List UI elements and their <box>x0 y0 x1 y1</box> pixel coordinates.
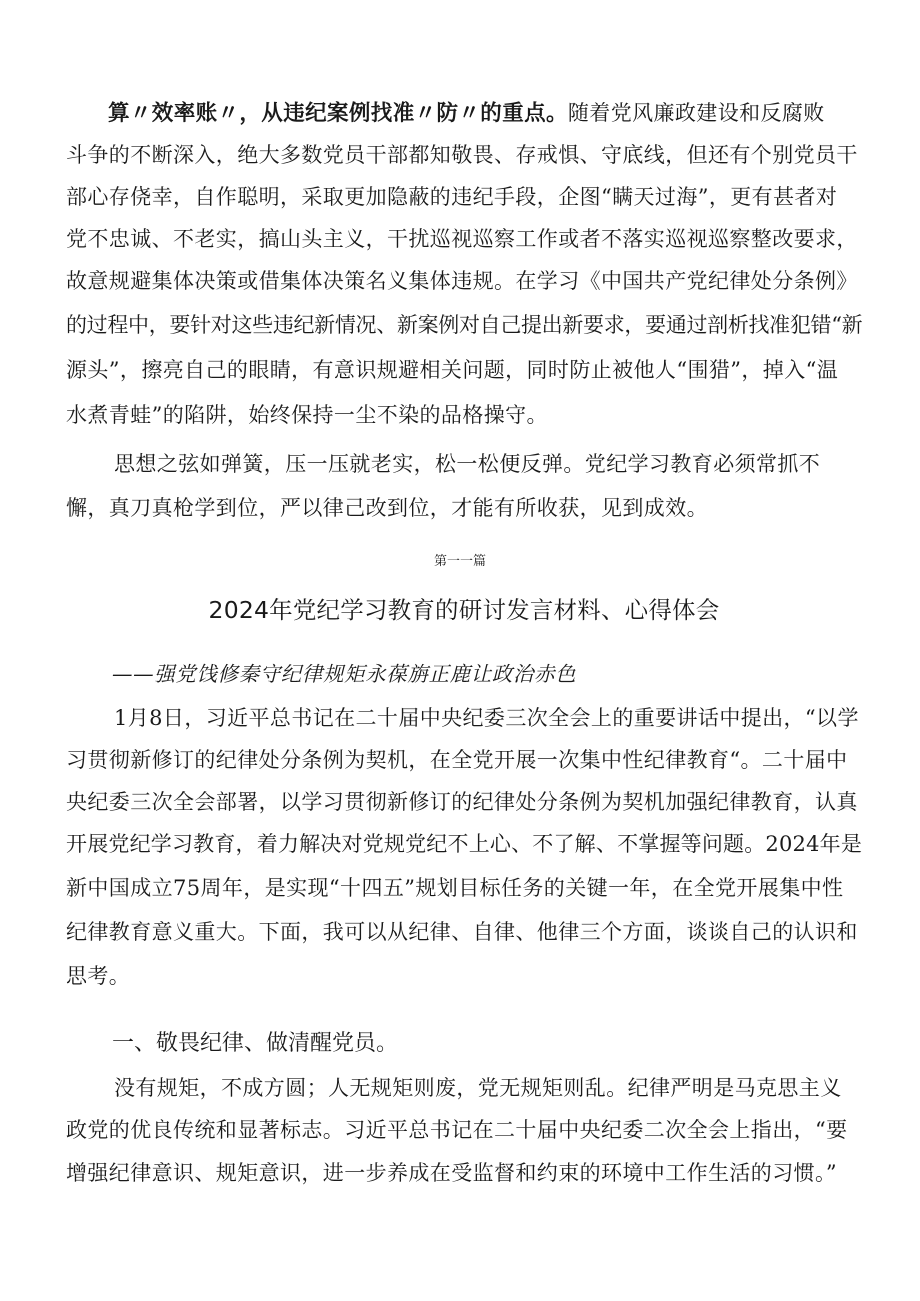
paragraph-line: 没有规矩，不成方圆；人无规矩则废，党无规矩则乱。纪律严明是马克思主义 <box>114 1076 842 1100</box>
paragraph-line: 党不忠诚、不老实，搞山头主义，干扰巡视巡察工作或者不落实巡视巡察整改要求， <box>66 227 858 251</box>
paragraph-line: 思想之弦如弹簧，压一压就老实，松一松便反弹。党纪学习教育必须常抓不 <box>114 452 821 476</box>
paragraph-line: 故意规避集体决策或借集体决策名义集体违规。在学习《中国共产党纪律处分条例》 <box>66 269 858 293</box>
bold-lead-sentence: 算〃效率账〃，从违纪案例找准〃防〃的重点。 <box>108 101 568 126</box>
paragraph-line: 部心存侥幸，自作聪明，采取更加隐蔽的违纪手段，企图“瞒天过海”，更有甚者对 <box>66 185 838 209</box>
paragraph-line: 源头”，擦亮自己的眼睛，有意识规避相关问题，同时防止被他人“围猎”，掉入“温 <box>66 358 839 382</box>
paragraph-line: 新中国成立75周年，是实现“十四五”规划目标任务的关键一年，在全党开展集中性 <box>66 876 844 900</box>
section-separator: 第一一篇 <box>433 554 486 569</box>
paragraph-line: 纪律教育意义重大。下面，我可以从纪律、自律、他律三个方面，谈谈自己的认识和 <box>66 920 858 944</box>
paragraph-line: 增强纪律意识、规矩意识，进一步养成在受监督和约束的环境中工作生活的习惯。” <box>66 1161 838 1185</box>
paragraph-line: 央纪委三次全会部署，以学习贯彻新修订的纪律处分条例为契机加强纪律教育，认真 <box>66 790 858 814</box>
paragraph-line: 1月8日，习近平总书记在二十届中央纪委三次全会上的重要讲话中提出，“以学 <box>114 706 859 730</box>
paragraph-line: 开展党纪学习教育，着力解决对党规党纪不上心、不了解、不掌握等问题。2024年是 <box>66 832 863 856</box>
paragraph-line: 水煮青蛙”的陷阱，始终保持一尘不染的品格操守。 <box>66 403 548 427</box>
paragraph-line <box>66 95 862 131</box>
article-subtitle: ——强党饯修秦守纪律规矩永葆旃正鹿让政治赤色 <box>112 662 577 686</box>
paragraph-line: 习贯彻新修订的纪律处分条例为契机，在全党开展一次集中性纪律教育“。二十届中 <box>66 748 848 772</box>
paragraph-line: 斗争的不断深入，绝大多数党员干部都知敬畏、存戒惧、守底线，但还有个别党员干 <box>66 143 858 167</box>
paragraph-line: 思考。 <box>66 964 131 988</box>
paragraph-text: 随着党风廉政建设和反腐败 <box>567 101 825 125</box>
article-title: 2024年党纪学习教育的研讨发言材料、心得体会 <box>208 596 720 624</box>
section-heading: 一、敬畏纪律、做清醒党员。 <box>112 1031 399 1056</box>
paragraph-line: 懈，真刀真枪学到位，严以律己改到位，才能有所收获，见到成效。 <box>66 496 708 520</box>
paragraph-line: 政党的优良传统和显著标志。习近平总书记在二十届中央纪委二次全会上指出，“要 <box>66 1118 848 1142</box>
paragraph-line: 的过程中，要针对这些违纪新情况、新案例对自己提出新要求，要通过剖析找准犯错“新 <box>66 313 863 337</box>
